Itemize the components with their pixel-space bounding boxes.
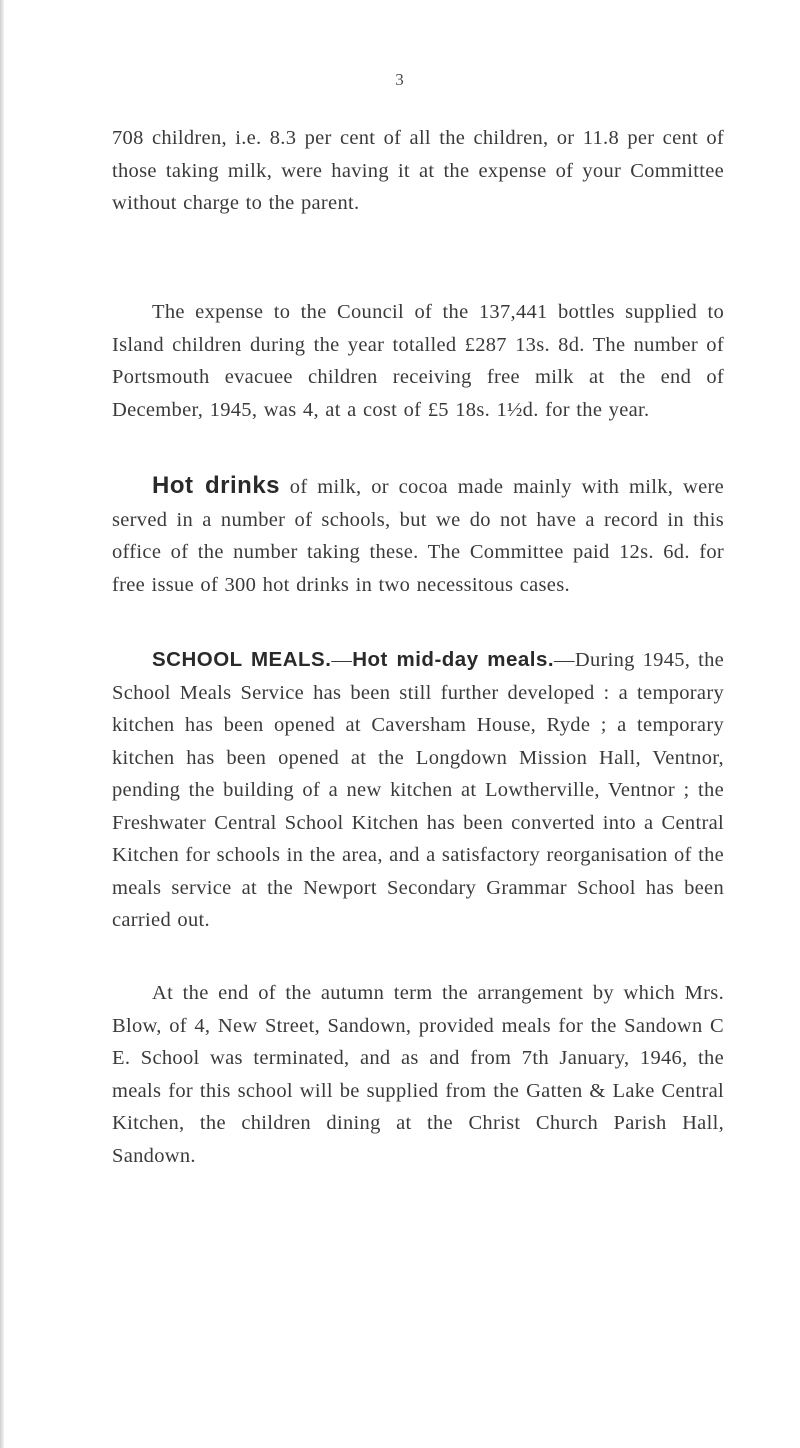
paragraph-text bbox=[112, 644, 724, 937]
paragraph-text: At the end of the autumn term the arrangement by which Mrs. Blow, of 4, New Street, Sandown, provided meals for the Sandown C E. School was terminated, and as and from 7th January, 1946, the meals for this school will be supplied from the Gatten & Lake Central Kitchen, the children dining at the Christ Church Parish Hall, Sandown. bbox=[112, 982, 724, 1167]
hot-mid-day-meals-subheading: Hot mid-day meals. bbox=[352, 648, 555, 671]
paragraph-milk-expense bbox=[112, 296, 724, 426]
paragraph-school-meals bbox=[112, 644, 724, 937]
paragraph-text bbox=[112, 470, 724, 601]
page-number: 3 bbox=[395, 70, 405, 89]
paragraph-hot-drinks bbox=[112, 470, 724, 601]
school-meals-heading: SCHOOL MEALS. bbox=[152, 648, 332, 671]
subheading-dash: — bbox=[554, 649, 575, 671]
heading-dash: — bbox=[331, 649, 353, 671]
paragraph-sandown-arrangement bbox=[112, 977, 724, 1172]
paragraph-milk-free-children bbox=[112, 122, 724, 220]
hot-drinks-body: of milk, or cocoa made mainly with milk, were served in a number of schools, but we do not have a record in this office of the number taking these. The Committee paid 12s. 6d. for free issue of 300 hot drinks in two necessitous cases. bbox=[112, 476, 724, 596]
hot-drinks-heading: Hot drinks bbox=[152, 472, 281, 499]
school-meals-body: During 1945, the School Meals Service has been still further developed : a temporary kitchen has been opened at Caversham House, Ryde ; a temporary kitchen has been opened at the Longdown Mission Hall, Ventnor, pending the building of a new kitchen at Lowtherville, Ventnor ; the Freshwater Central School Kitchen has been converted into a Central Kitchen for schools in the area, and a satisfactory reorganisation of the meals service at the Newport Secondary Grammar School has been carried out. bbox=[112, 649, 725, 931]
paragraph-text: The expense to the Council of the 137,441 bottles supplied to Island children during the year totalled £287 13s. 8d. The number of Portsmouth evacuee children receiving free milk at the end of December, 1945, was 4, at a cost of £5 18s. 1½d. for the year. bbox=[112, 301, 724, 421]
paragraph-text: 708 children, i.e. 8.3 per cent of all the children, or 11.8 per cent of those taking milk, were having it at the expense of your Committee without charge to the parent. bbox=[112, 127, 724, 214]
scan-edge bbox=[0, 0, 4, 1448]
